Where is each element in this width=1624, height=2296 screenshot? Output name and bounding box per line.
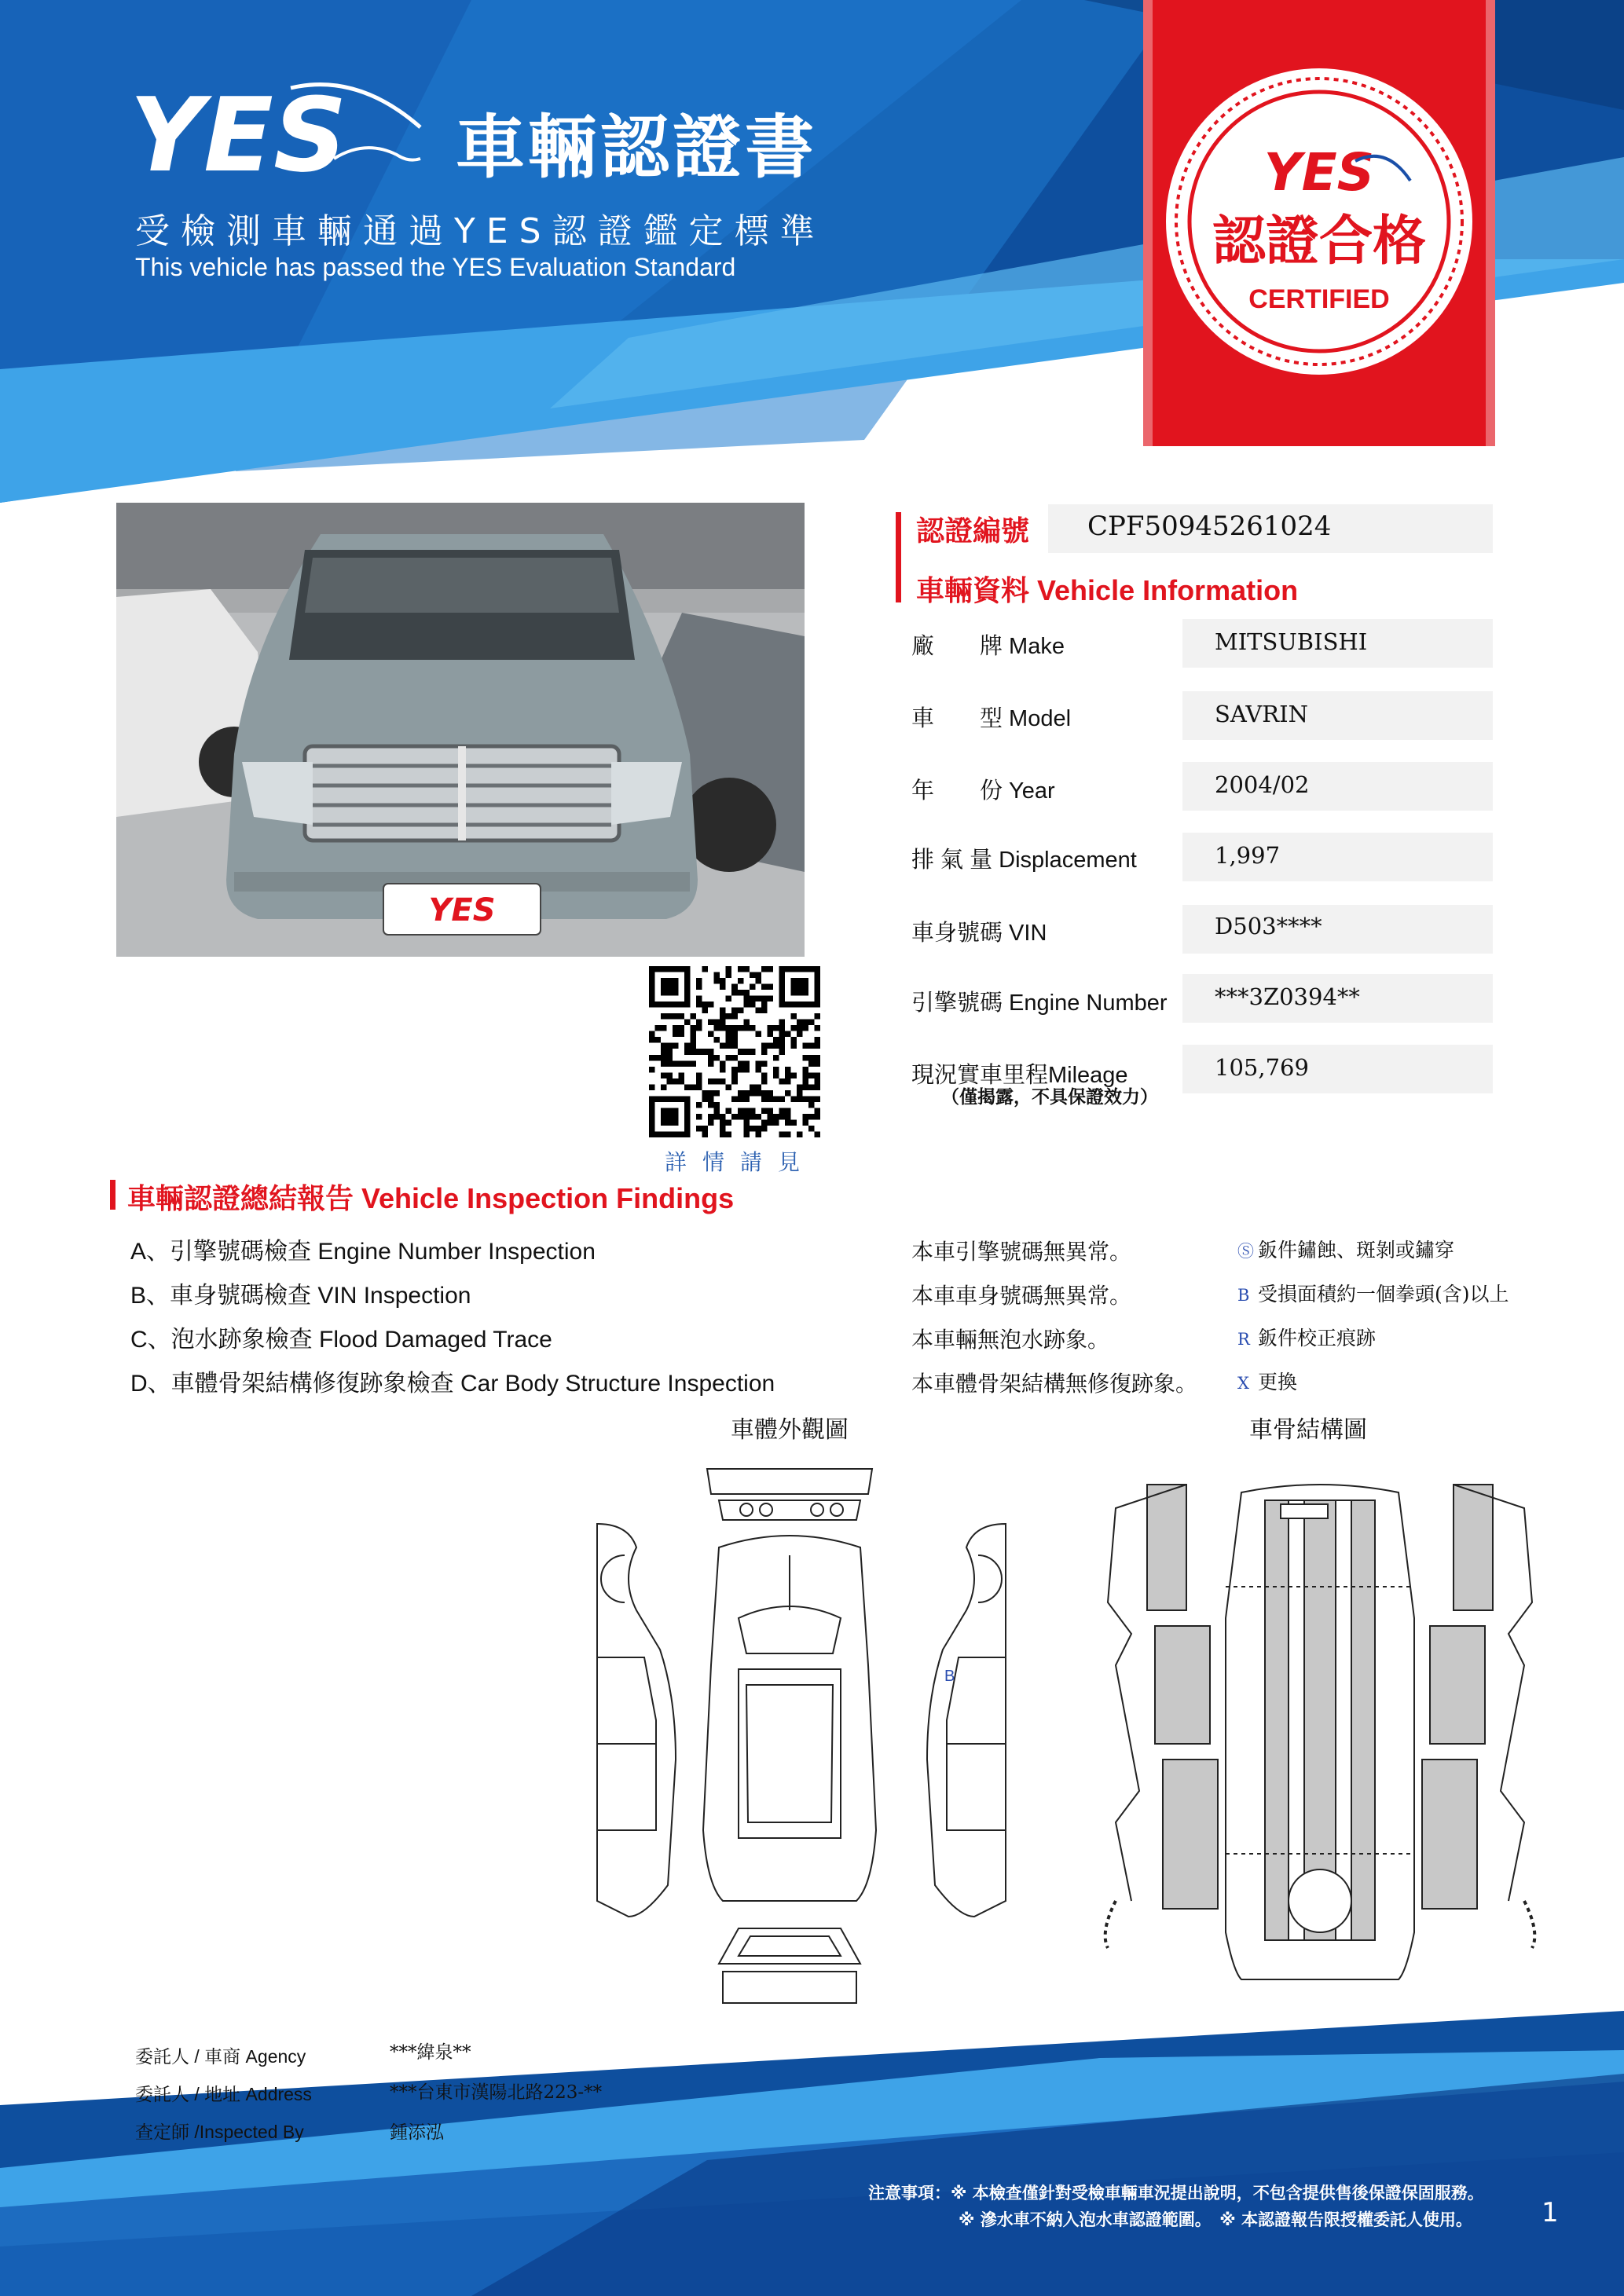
- finding-vin-label: B、車身號碼檢查 VIN Inspection: [130, 1283, 471, 1309]
- subtitle-english: This vehicle has passed the YES Evaluation Standard: [135, 253, 736, 281]
- legend-replace-symbol: X: [1237, 1374, 1249, 1393]
- exterior-mark-b: B: [944, 1668, 955, 1685]
- year-label: 年 份 Year: [911, 778, 1055, 804]
- finding-flood-label: C、泡水跡象檢查 Flood Damaged Trace: [130, 1327, 552, 1353]
- notice-line-2: ※ 滲水車不納入泡水車認證範圍。 ※ 本認證報告限授權委託人使用。: [959, 2210, 1472, 2229]
- cert-number-label: 認證編號: [916, 515, 1030, 547]
- qr-code[interactable]: [649, 966, 820, 1137]
- cert-number-value: CPF50945261024: [1087, 511, 1332, 542]
- finding-vin-result: 本車車身號碼無異常。: [911, 1283, 1132, 1309]
- agency-label: 委託人 / 車商 Agency: [135, 2046, 306, 2067]
- legend-damage-text: 受損面積約一個拳頭(含)以上: [1258, 1283, 1509, 1305]
- seal-logo-text: YES: [1263, 142, 1375, 203]
- legend-repair-text: 鈑件校正痕跡: [1258, 1327, 1377, 1349]
- legend-damage: [1237, 1279, 1509, 1307]
- inspector-value: 鍾添泓: [390, 2122, 444, 2143]
- legend-repair-symbol: R: [1237, 1330, 1250, 1349]
- notice-line-1: 注意事項：※ 本檢查僅針對受檢車輛車況提出說明，不包含提供售後保證保固服務。: [868, 2184, 1484, 2203]
- section-bar: [896, 512, 901, 602]
- make-value: MITSUBISHI: [1215, 628, 1368, 655]
- certified-ribbon: [1143, 0, 1495, 446]
- plate-text: YES: [428, 892, 496, 928]
- legend-replace: [1237, 1367, 1297, 1395]
- findings-bar: [110, 1180, 115, 1210]
- seal-main-text: 認證合格: [1212, 211, 1427, 273]
- exterior-diagram-title: 車體外觀圖: [731, 1416, 849, 1444]
- finding-engine-label: A、引擎號碼檢查 Engine Number Inspection: [130, 1239, 596, 1265]
- certified-seal: [1166, 68, 1472, 375]
- year-value: 2004/02: [1215, 771, 1310, 798]
- legend-rust-text: 鈑件鏽蝕、斑剝或鏽穿: [1258, 1239, 1455, 1262]
- finding-engine-result: 本車引擎號碼無異常。: [911, 1239, 1132, 1265]
- legend-repair: [1237, 1323, 1376, 1351]
- subtitle-chinese: 受檢測車輛通過YES認證鑑定標準: [135, 211, 826, 251]
- legend-rust: [1237, 1235, 1454, 1263]
- page-number: 1: [1542, 2197, 1559, 2228]
- vin-value: D503****: [1215, 913, 1322, 939]
- inspector-label: 查定師 /Inspected By: [135, 2122, 304, 2142]
- structure-diagram: [1100, 1461, 1540, 1995]
- exterior-diagram: [581, 1461, 1021, 2011]
- mileage-note: （僅揭露，不具保證效力）: [941, 1087, 1158, 1108]
- mileage-value: 105,769: [1215, 1054, 1309, 1081]
- mileage-label: 現況實車里程Mileage: [911, 1063, 1128, 1088]
- findings-title: 車輛認證總結報告 Vehicle Inspection Findings: [127, 1182, 735, 1214]
- legend-rust-symbol: Ⓢ: [1237, 1242, 1254, 1261]
- qr-note: 詳情請見: [665, 1149, 816, 1175]
- logo-text: YES: [130, 75, 347, 190]
- make-label: 廠 牌 Make: [911, 634, 1065, 659]
- displacement-value: 1,997: [1215, 842, 1281, 869]
- finding-structure-label: D、車體骨架結構修復跡象檢查 Car Body Structure Inspection: [130, 1371, 775, 1397]
- legend-replace-text: 更換: [1258, 1371, 1298, 1393]
- model-value: SAVRIN: [1215, 701, 1308, 727]
- vehicle-photo: [116, 503, 805, 957]
- document-title: 車輛認證書: [456, 107, 818, 188]
- model-label: 車 型 Model: [911, 706, 1072, 731]
- address-label: 委託人 / 地址 Address: [135, 2084, 312, 2104]
- vehicle-info-title: 車輛資料 Vehicle Information: [916, 574, 1299, 606]
- vin-label: 車身號碼 VIN: [911, 921, 1047, 946]
- engine-number-value: ***3Z0394**: [1215, 983, 1360, 1010]
- displacement-label: 排 氣 量 Displacement: [911, 848, 1137, 873]
- seal-sub-text: CERTIFIED: [1248, 284, 1390, 314]
- address-value: ***台東市漢陽北路223-**: [390, 2082, 603, 2103]
- structure-diagram-title: 車骨結構圖: [1249, 1416, 1367, 1444]
- yes-logo: [130, 72, 428, 190]
- finding-structure-result: 本車體骨架結構無修復跡象。: [911, 1371, 1198, 1397]
- agency-value: ***緯泉**: [390, 2042, 471, 2063]
- engine-number-label: 引擎號碼 Engine Number: [911, 991, 1168, 1016]
- legend-damage-symbol: B: [1237, 1286, 1250, 1305]
- finding-flood-result: 本車輛無泡水跡象。: [911, 1327, 1110, 1353]
